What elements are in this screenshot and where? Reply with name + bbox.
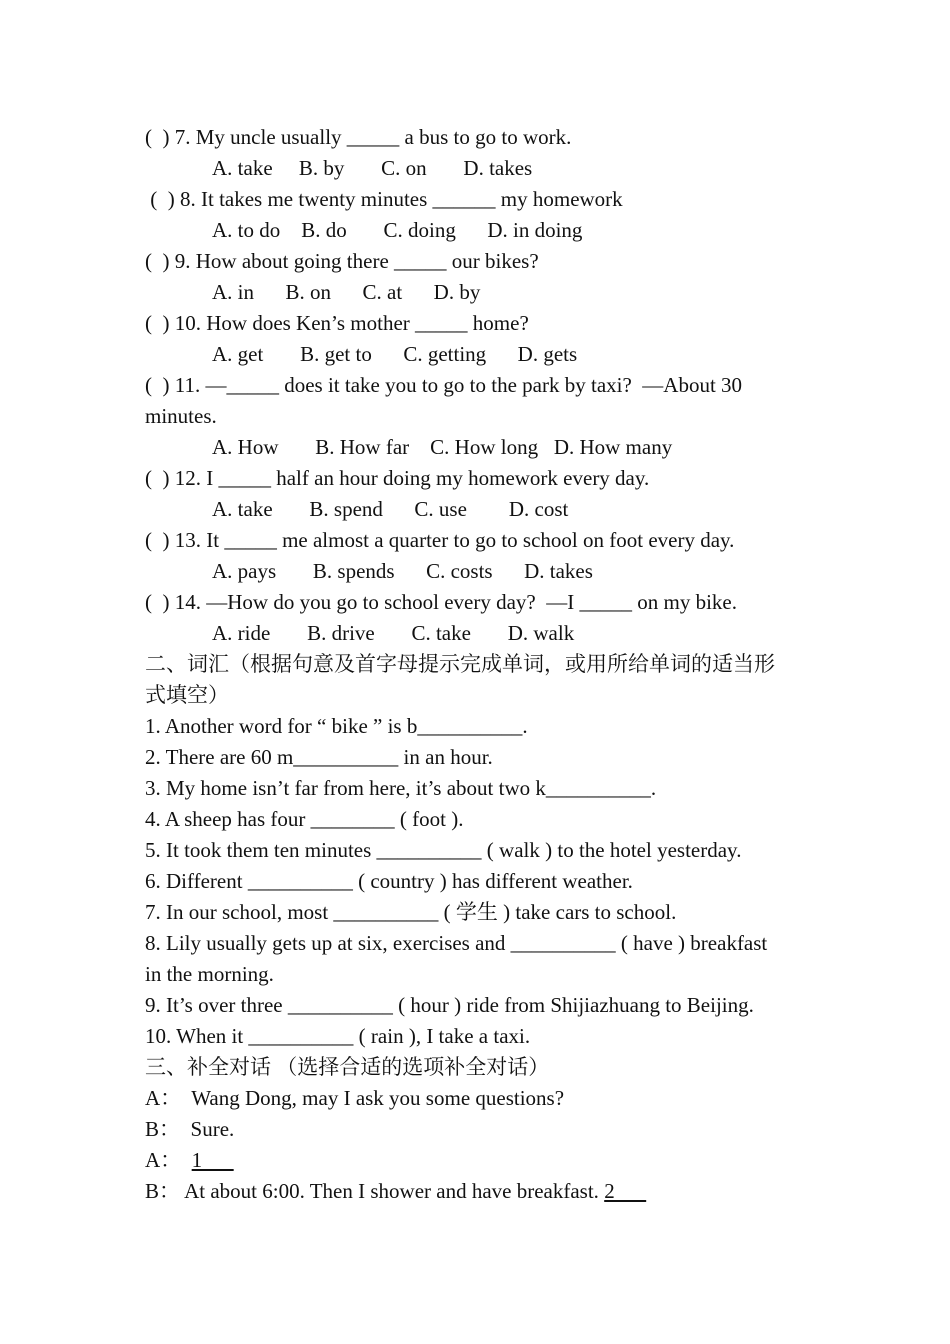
question-12-options: A. take B. spend C. use D. cost	[212, 497, 569, 521]
dialogue-line-2	[145, 1116, 234, 1142]
dialogue-speaker: B：	[145, 1117, 181, 1141]
question-9-options: A. in B. on C. at D. by	[212, 280, 481, 304]
question-10-stem: ( ) 10. How does Ken’s mother _____ home?	[145, 311, 529, 335]
dialogue-text: Sure.	[180, 1117, 235, 1141]
dialogue-speaker: B：	[145, 1179, 181, 1203]
dialogue-blank-1: 1	[191, 1148, 234, 1172]
dialogue-line-1	[145, 1085, 564, 1111]
dialogue-speaker: A：	[145, 1148, 182, 1172]
section2-heading-continued: 式填空）	[145, 683, 229, 707]
dialogue-line-3	[145, 1147, 234, 1173]
dialogue-blank-2: 2	[604, 1179, 647, 1203]
dialogue-speaker: A：	[145, 1086, 182, 1110]
section2-heading: 二、词汇（根据句意及首字母提示完成单词，或用所给单词的适当形	[145, 652, 775, 676]
section3-heading: 三、补全对话 （选择合适的选项补全对话）	[145, 1055, 550, 1079]
vocab-item-1: 1. Another word for “ bike ” is b__________.	[145, 714, 528, 738]
question-12-stem: ( ) 12. I _____ half an hour doing my homework every day.	[145, 466, 650, 490]
vocab-item-10: 10. When it __________ ( rain ), I take a taxi.	[145, 1024, 531, 1048]
vocab-item-3: 3. My home isn’t far from here, it’s about two k__________.	[145, 776, 657, 800]
question-7-options: A. take B. by C. on D. takes	[212, 156, 533, 180]
question-11-stem-continued: minutes.	[145, 404, 217, 428]
question-13-stem: ( ) 13. It _____ me almost a quarter to go to school on foot every day.	[145, 528, 735, 552]
vocab-item-4: 4. A sheep has four ________ ( foot ).	[145, 807, 464, 831]
question-8-stem: ( ) 8. It takes me twenty minutes ______ my homework	[145, 187, 623, 211]
vocab-item-8: 8. Lily usually gets up at six, exercises and __________ ( have ) breakfast	[145, 931, 768, 955]
dialogue-text	[181, 1148, 192, 1172]
vocab-item-9: 9. It’s over three __________ ( hour ) ride from Shijiazhuang to Beijing.	[145, 993, 754, 1017]
dialogue-text: At about 6:00. Then I shower and have breakfast.	[180, 1179, 605, 1203]
question-14-stem: ( ) 14. —How do you go to school every day? —I _____ on my bike.	[145, 590, 737, 614]
question-11-options: A. How B. How far C. How long D. How many	[212, 435, 673, 459]
vocab-item-6: 6. Different __________ ( country ) has different weather.	[145, 869, 633, 893]
vocab-item-5: 5. It took them ten minutes __________ ( walk ) to the hotel yesterday.	[145, 838, 742, 862]
question-13-options: A. pays B. spends C. costs D. takes	[212, 559, 593, 583]
question-7-stem: ( ) 7. My uncle usually _____ a bus to go to work.	[145, 125, 572, 149]
vocab-item-8-continued: in the morning.	[145, 962, 274, 986]
question-11-stem: ( ) 11. —_____ does it take you to go to the park by taxi? —About 30	[145, 373, 743, 397]
question-14-options: A. ride B. drive C. take D. walk	[212, 621, 575, 645]
vocab-item-2: 2. There are 60 m__________ in an hour.	[145, 745, 493, 769]
dialogue-line-4	[145, 1178, 646, 1204]
question-8-options: A. to do B. do C. doing D. in doing	[212, 218, 583, 242]
question-10-options: A. get B. get to C. getting D. gets	[212, 342, 578, 366]
dialogue-text: Wang Dong, may I ask you some questions?	[181, 1086, 565, 1110]
question-9-stem: ( ) 9. How about going there _____ our bikes?	[145, 249, 539, 273]
vocab-item-7: 7. In our school, most __________ ( 学生 ) take cars to school.	[145, 900, 677, 924]
